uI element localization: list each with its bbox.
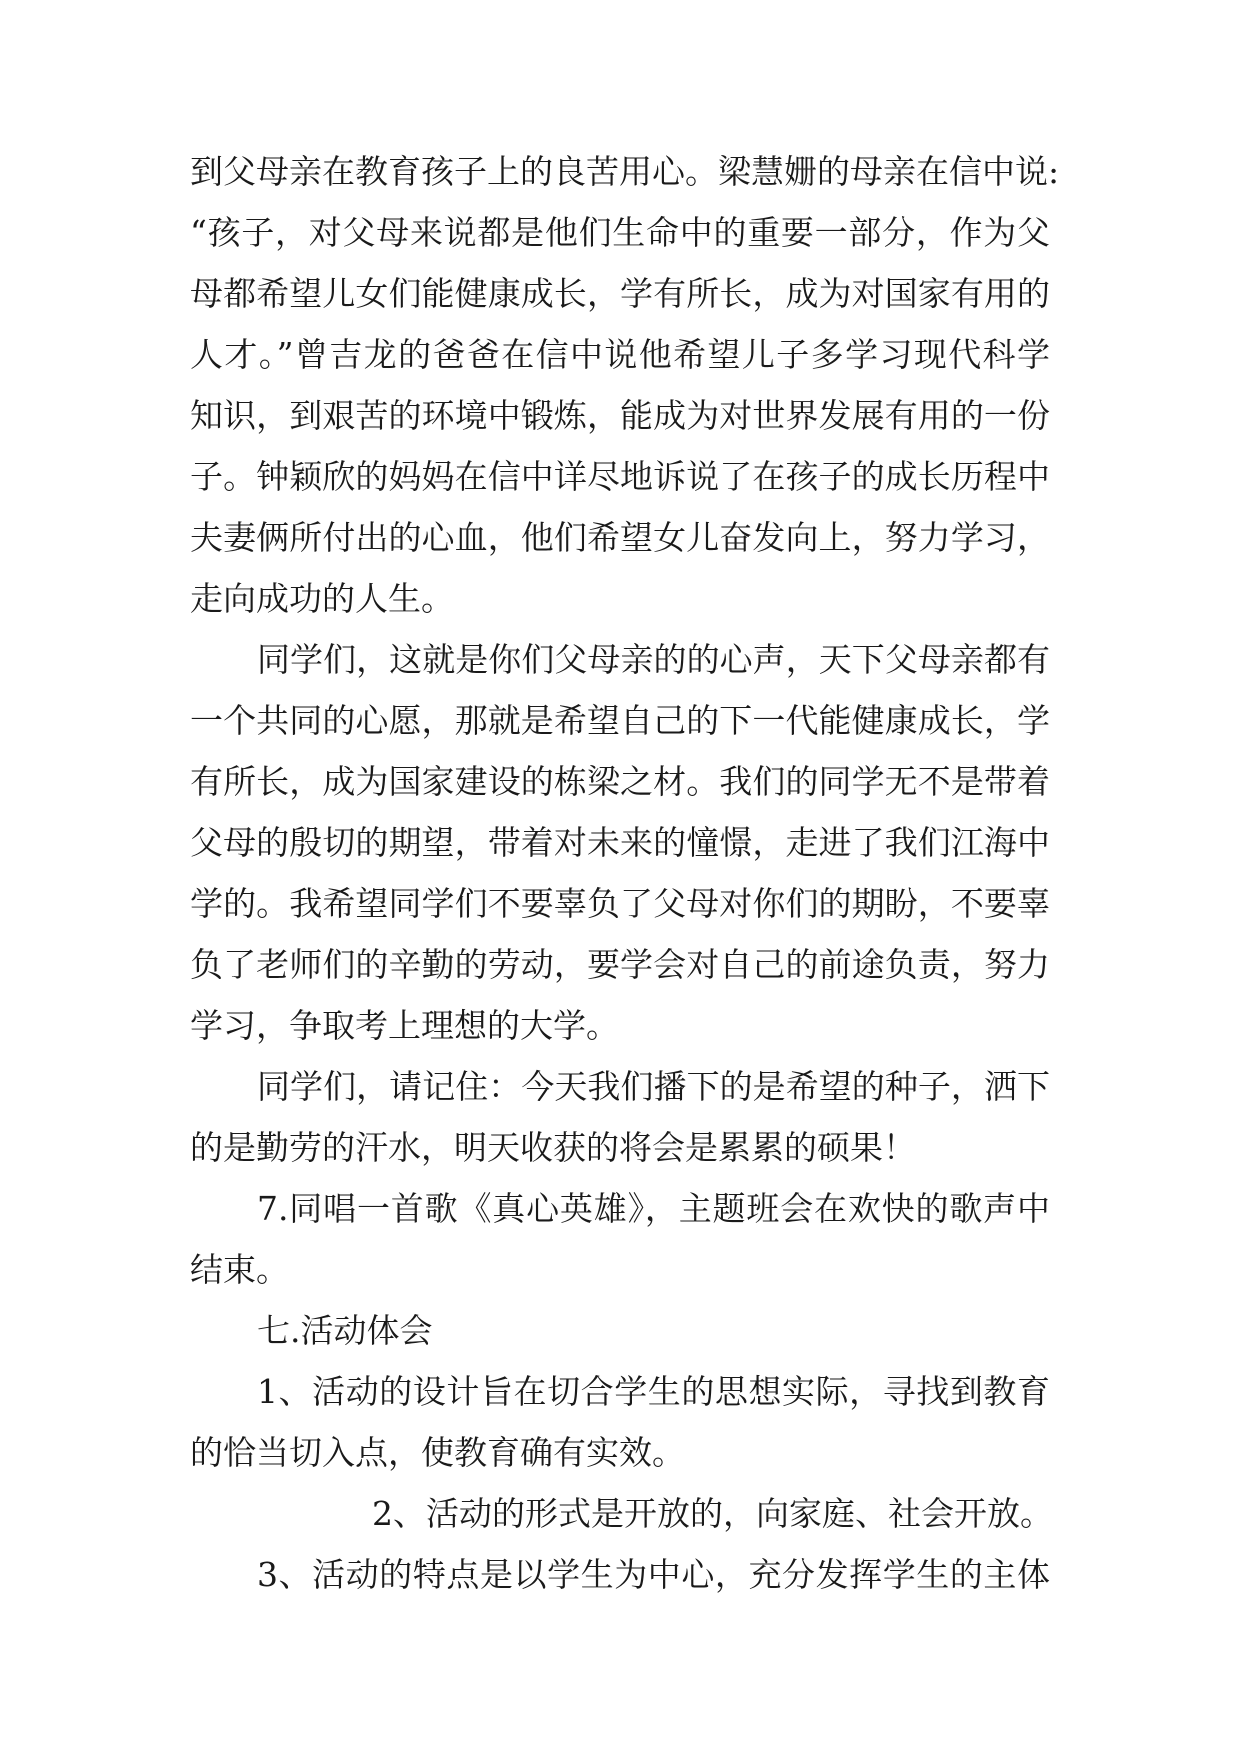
text-line: 子。钟颖欣的妈妈在信中详尽地诉说了在孩子的成长历程中 (190, 457, 1050, 496)
text-line: 的是勤劳的汗水，明天收获的将会是累累的硕果！ (190, 1128, 916, 1167)
text-line: 学习，争取考上理想的大学。 (190, 1006, 619, 1045)
text-line: 结束。 (190, 1250, 289, 1289)
text-line: 父母的殷切的期望，带着对未来的憧憬，走进了我们江海中 (190, 823, 1050, 862)
text-line: 学的。我希望同学们不要辜负了父母对你们的期盼，不要辜 (190, 884, 1050, 923)
text-line: 母都希望儿女们能健康成长，学有所长，成为对国家有用的 (190, 274, 1050, 313)
text-line: 人才。”曾吉龙的爸爸在信中说他希望儿子多学习现代科学 (190, 335, 1050, 374)
section-heading: 七.活动体会 (257, 1311, 433, 1350)
paragraph-first-line: 1、活动的设计旨在切合学生的思想实际，寻找到教育 (257, 1372, 1050, 1411)
text-line: 知识，到艰苦的环境中锻炼，能成为对世界发展有用的一份 (190, 396, 1050, 435)
text-line: 的恰当切入点，使教育确有实效。 (190, 1433, 685, 1472)
paragraph-first-line: 2、活动的形式是开放的，向家庭、社会开放。 (372, 1494, 1053, 1533)
text-line: 有所长，成为国家建设的栋梁之材。我们的同学无不是带着 (190, 762, 1050, 801)
paragraph-first-line: 同学们，请记住：今天我们播下的是希望的种子，洒下 (257, 1067, 1050, 1106)
text-line: 负了老师们的辛勤的劳动，要学会对自己的前途负责，努力 (190, 945, 1050, 984)
text-line: 一个共同的心愿，那就是希望自己的下一代能健康成长，学 (190, 701, 1050, 740)
text-line: 走向成功的人生。 (190, 579, 454, 618)
text-line: “孩子，对父母来说都是他们生命中的重要一部分，作为父 (190, 213, 1050, 252)
paragraph-first-line: 3、活动的特点是以学生为中心，充分发挥学生的主体 (257, 1555, 1050, 1594)
text-line: 到父母亲在教育孩子上的良苦用心。梁慧姗的母亲在信中说: (190, 152, 1060, 191)
paragraph-first-line: 同学们，这就是你们父母亲的的心声，天下父母亲都有 (257, 640, 1050, 679)
paragraph-first-line: 7.同唱一首歌《真心英雄》，主题班会在欢快的歌声中 (257, 1189, 1050, 1228)
text-line: 夫妻俩所付出的心血，他们希望女儿奋发向上，努力学习， (190, 518, 1050, 557)
